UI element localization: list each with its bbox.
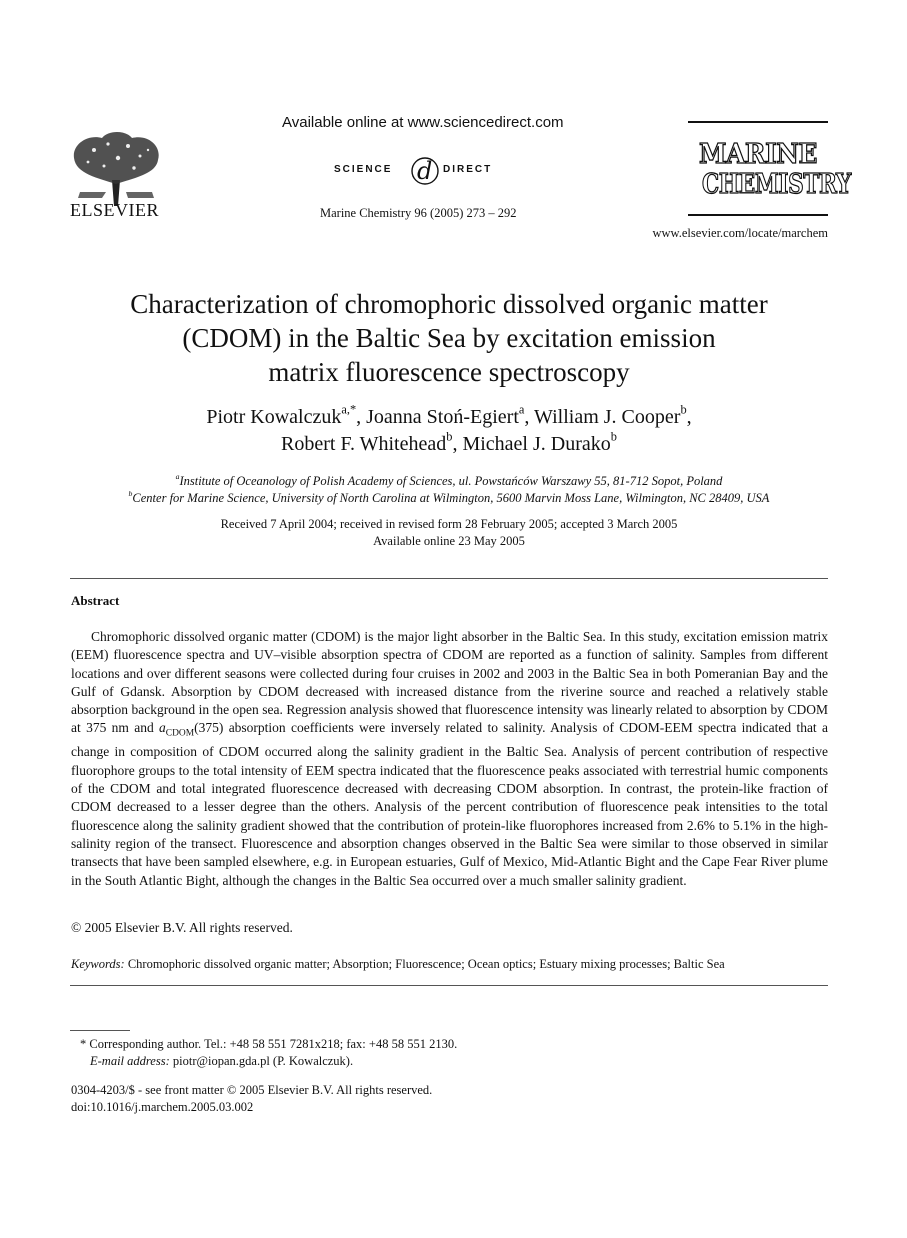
author-separator: , <box>452 433 463 455</box>
available-online-text: Available online at www.sciencedirect.com <box>282 114 564 131</box>
affiliations <box>70 473 828 507</box>
abstract-text-part-2: (375) absorption coefficients were inversely related to salinity. Analysis of CDOM-EEM spectra indicated that a change in composition of CDOM occurred along the salinity gradient in the Baltic Sea. Analysis of percent contribution of respective fluorophore groups to the total intensity of EEM spectra indicated that the fluorescence peaks associated with terrestrial humic components of the CDOM and total integrated fluorescence decreased with decreasing CDOM absorption. In contrast, the protein-like fraction of CDOM decreased to a lesser degree than the others. Analysis of the percent contribution of fluorescence peak intensities to the total fluorescence along the salinity gradient showed that the contribution of protein-like fluorophores increased from 2.6% to 5.1% in the high-salinity region of the transect. Fluorescence and absorption changes observed in the Baltic Sea were similar to those observed in similar transects that have been sampled elsewhere, e.g. in European estuaries, Gulf of Mexico, Mid-Atlantic Bight and the Cape Fear River plume in the South Atlantic Bight, although the changes in the Baltic Sea occurred over a much smaller salinity gradient. <box>71 720 828 888</box>
abstract-heading: Abstract <box>71 593 120 608</box>
author-name[interactable]: Piotr Kowalczuk <box>206 406 342 428</box>
absorption-symbol-subscript: CDOM <box>165 729 195 740</box>
footnote-rule <box>70 1030 130 1031</box>
author-separator: , <box>356 406 367 428</box>
article-title <box>70 287 828 389</box>
email-label: E-mail address: <box>90 1054 170 1068</box>
journal-reference: Marine Chemistry 96 (2005) 273 – 292 <box>320 206 517 220</box>
journal-logo-top-rule <box>688 121 828 123</box>
publisher-name: ELSEVIER <box>70 200 159 220</box>
svg-text:d: d <box>417 157 433 185</box>
author-separator: , <box>686 406 692 428</box>
corresponding-author-note: * Corresponding author. Tel.: +48 58 551 7281x218; fax: +48 58 551 2130. <box>80 1037 458 1051</box>
title-line-3: matrix fluorescence spectroscopy <box>268 357 630 387</box>
keywords-list: Chromophoric dissolved organic matter; Absorption; Fluorescence; Ocean optics; Estuary mixing processes; Baltic Sea <box>127 957 725 971</box>
article-history <box>70 516 828 550</box>
divider-bottom <box>70 985 828 986</box>
abstract-copyright: © 2005 Elsevier B.V. All rights reserved. <box>71 920 293 935</box>
author-list <box>70 404 828 458</box>
divider-top <box>70 578 828 579</box>
journal-logo-bottom-rule <box>688 214 828 216</box>
author-name[interactable]: Michael J. Durako <box>462 433 611 455</box>
abstract-body <box>71 628 828 890</box>
affiliation-b <box>70 490 828 507</box>
title-line-2: (CDOM) in the Baltic Sea by excitation emission <box>182 323 716 353</box>
journal-logo-word-2: CHEMISTRY <box>702 169 851 200</box>
affiliation-mark: b <box>128 489 133 499</box>
author-affiliation-mark[interactable]: a,* <box>341 402 357 417</box>
author-line-1 <box>70 404 828 431</box>
author-name[interactable]: Joanna Stoń-Egiert <box>366 406 519 428</box>
email-note <box>90 1054 353 1069</box>
affiliation-mark: a <box>175 472 180 482</box>
available-date: Available online 23 May 2005 <box>373 534 525 548</box>
author-affiliation-mark[interactable]: b <box>446 429 453 444</box>
affiliation-text: Institute of Oceanology of Polish Academy of Sciences, ul. Powstańców Warszawy 55, 81-712 Sopot, Poland <box>179 474 723 488</box>
author-line-2 <box>70 431 828 458</box>
received-dates: Received 7 April 2004; received in revised form 28 February 2005; accepted 3 March 2005 <box>220 517 678 531</box>
author-affiliation-mark[interactable]: b <box>680 402 687 417</box>
author-name[interactable]: Robert F. Whitehead <box>281 433 447 455</box>
absorption-symbol: a <box>159 720 166 736</box>
journal-homepage-link[interactable]: www.elsevier.com/locate/marchem <box>652 226 828 240</box>
author-name[interactable]: William J. Cooper <box>534 406 681 428</box>
author-affiliation-mark[interactable]: a <box>518 402 525 417</box>
title-line-1: Characterization of chromophoric dissolved organic matter <box>130 289 768 319</box>
affiliation-text: Center for Marine Science, University of North Carolina at Wilmington, 5600 Marvin Moss Lane, Wilmington, NC 28409, USA <box>132 491 770 505</box>
author-affiliation-mark[interactable]: b <box>610 429 617 444</box>
issn-line: 0304-4203/$ - see front matter © 2005 Elsevier B.V. All rights reserved. <box>71 1083 433 1097</box>
keywords <box>71 957 725 972</box>
author-separator: , <box>524 406 535 428</box>
sciencedirect-d-icon <box>408 150 442 188</box>
doi-link[interactable]: doi:10.1016/j.marchem.2005.03.002 <box>71 1100 254 1114</box>
keywords-label: Keywords: <box>71 957 125 971</box>
sciencedirect-right-word: DIRECT <box>443 164 493 175</box>
affiliation-a <box>70 473 828 490</box>
email-address[interactable]: piotr@iopan.gda.pl (P. Kowalczuk). <box>172 1054 354 1068</box>
sciencedirect-left-word: SCIENCE <box>334 164 393 175</box>
abstract-text-part-1: Chromophoric dissolved organic matter (CDOM) is the major light absorber in the Baltic Sea. In this study, excitation emission matrix (EEM) fluorescence spectra and UV–visible absorption spectra of CDOM are reported as a function of salinity. Samples from different locations and over different seasons were collected during four cruises in 2002 and 2003 in the Baltic Sea in both Pomeranian Bay and the Gulf of Gdansk. Absorption by CDOM decreased with increased distance from the riverine source and reached a relatively stable absorption background in the open sea. Regression analysis showed that fluorescence intensity was linearly related to absorption by CDOM at 375 nm and <box>71 629 828 736</box>
journal-logo-word-1: MARINE <box>699 139 817 170</box>
